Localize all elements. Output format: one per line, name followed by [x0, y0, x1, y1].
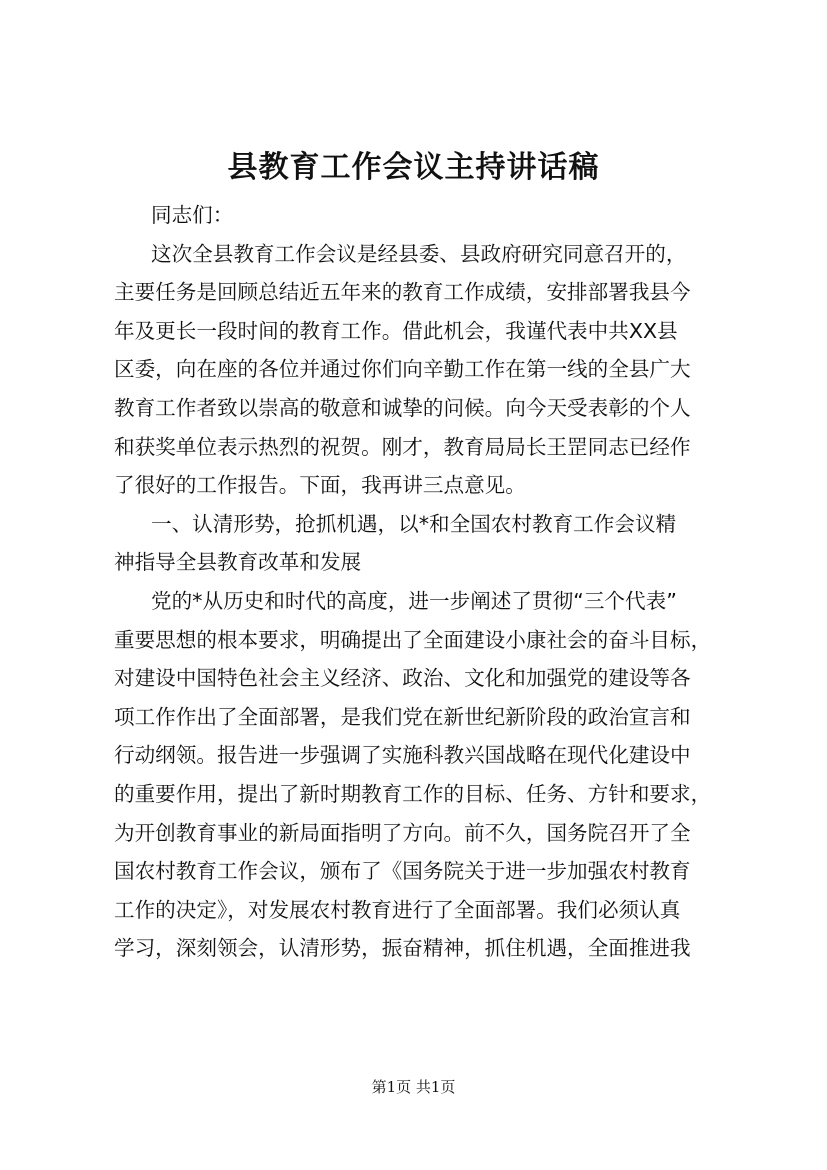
text-line: 国农村教育工作会议，颁布了《国务院关于进一步加强农村教育 [114, 859, 691, 884]
text-line: 区委，向在座的各位并通过你们向辛勤工作在第一线的全县广大 [114, 357, 691, 382]
text-line: 一、认清形势，抢抓机遇，以*和全国农村教育工作会议精 [151, 511, 677, 536]
document-body [114, 196, 724, 968]
text-line: 神指导全县教育改革和发展 [114, 550, 362, 575]
text-line: 和获奖单位表示热烈的祝贺。刚才，教育局局长王罡同志已经作 [114, 434, 691, 459]
text-line: 学习，深刻领会，认清形势，振奋精神，抓住机遇，全面推进我 [114, 936, 691, 961]
text-line: 同志们： [151, 203, 234, 227]
text-line: 年及更长一段时间的教育工作。借此机会，我谨代表中共XX县 [114, 318, 678, 343]
text-line: 工作的决定》，对发展农村教育进行了全面部署。我们必须认真 [114, 897, 681, 922]
text-line: 项工作作出了全面部署，是我们党在新世纪新阶段的政治宣言和 [114, 704, 691, 729]
text-line: 对建设中国特色社会主义经济、政治、文化和加强党的建设等各 [114, 666, 691, 691]
document-title: 县教育工作会议主持讲话稿 [227, 150, 600, 185]
text-line: 了很好的工作报告。下面，我再讲三点意见。 [114, 473, 526, 498]
text-line: 重要思想的根本要求，明确提出了全面建设小康社会的奋斗目标， [114, 627, 712, 652]
text-line: 这次全县教育工作会议是经县委、县政府研究同意召开的， [151, 241, 687, 266]
text-line: 党的*从历史和时代的高度，进一步阐述了贯彻“三个代表” [151, 588, 677, 613]
page-footer: 第1页 共1页 [371, 1078, 456, 1096]
text-line: 的重要作用，提出了新时期教育工作的目标、任务、方针和要求， [114, 781, 712, 806]
text-line: 教育工作者致以崇高的敬意和诚挚的问候。向今天受表彰的个人 [114, 395, 691, 420]
text-line: 为开创教育事业的新局面指明了方向。前不久，国务院召开了全 [114, 820, 691, 845]
text-line: 主要任务是回顾总结近五年来的教育工作成绩，安排部署我县今 [114, 280, 691, 305]
text-line: 行动纲领。报告进一步强调了实施科教兴国战略在现代化建设中 [114, 743, 691, 768]
